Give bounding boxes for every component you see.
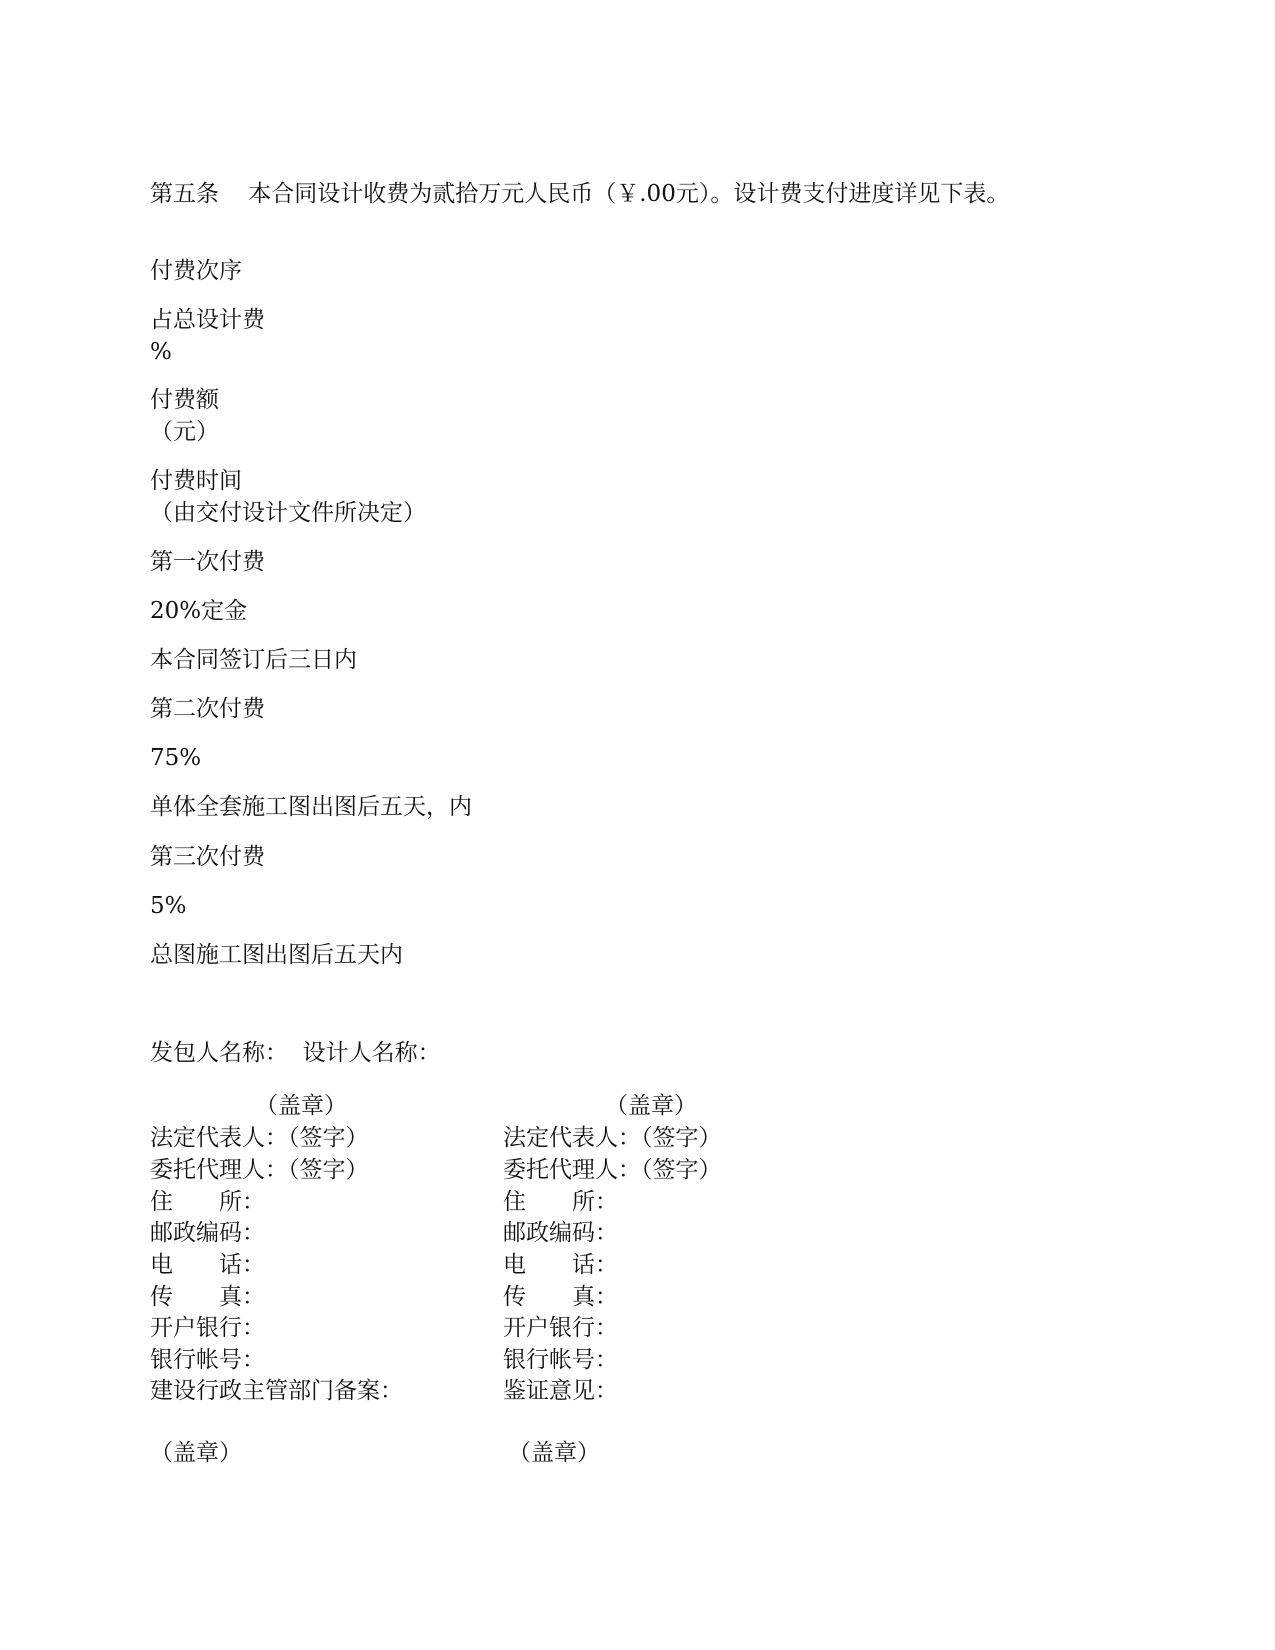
left-seal: （盖章）: [255, 1093, 347, 1119]
left-phone: 电 话：: [150, 1252, 265, 1278]
right-account: 银行帐号：: [503, 1347, 618, 1373]
party-names-line: 发包人名称： 设计人名称：: [150, 1040, 441, 1066]
left-fax: 传 真：: [150, 1284, 265, 1310]
table-row-3-percent: 5%: [150, 893, 187, 919]
table-header-percent: 占总设计费: [150, 307, 265, 333]
table-row-3-order: 第三次付费: [150, 844, 265, 870]
table-header-percent-unit: %: [150, 339, 172, 365]
clause-5-text: 本合同设计收费为贰拾万元人民币（￥.00元）。设计费支付进度详见下表。: [248, 181, 1010, 207]
table-row-3-time: 总图施工图出图后五天内: [150, 942, 403, 968]
right-agent: 委托代理人：（签字）: [503, 1157, 722, 1183]
left-bank: 开户银行：: [150, 1315, 265, 1341]
left-filing: 建设行政主管部门备案：: [150, 1378, 403, 1404]
right-bank: 开户银行：: [503, 1315, 618, 1341]
table-header-order: 付费次序: [150, 258, 242, 284]
table-header-amount-unit: （元）: [150, 419, 219, 445]
table-header-time-note: （由交付设计文件所决定）: [150, 500, 426, 526]
right-postcode: 邮政编码：: [503, 1220, 618, 1246]
table-row-2-percent: 75%: [150, 745, 202, 771]
right-seal: （盖章）: [605, 1093, 697, 1119]
right-fax: 传 真：: [503, 1284, 618, 1310]
table-row-2-time: 单体全套施工图出图后五天，内: [150, 794, 472, 820]
left-account: 银行帐号：: [150, 1347, 265, 1373]
left-address: 住 所：: [150, 1189, 265, 1215]
clause-5: [150, 178, 1009, 210]
right-phone: 电 话：: [503, 1252, 618, 1278]
left-postcode: 邮政编码：: [150, 1220, 265, 1246]
left-legal-rep: 法定代表人：（签字）: [150, 1125, 369, 1151]
right-opinion: 鉴证意见：: [503, 1378, 618, 1404]
table-header-amount: 付费额: [150, 387, 219, 413]
right-address: 住 所：: [503, 1189, 618, 1215]
table-row-1-time: 本合同签订后三日内: [150, 647, 357, 673]
left-filing-seal: （盖章）: [150, 1440, 242, 1466]
table-row-2-order: 第二次付费: [150, 696, 265, 722]
table-row-1-order: 第一次付费: [150, 549, 265, 575]
left-agent: 委托代理人：（签字）: [150, 1157, 369, 1183]
right-legal-rep: 法定代表人：（签字）: [503, 1125, 722, 1151]
table-header-time: 付费时间: [150, 468, 242, 494]
table-row-1-percent: 20%定金: [150, 598, 248, 624]
right-opinion-seal: （盖章）: [508, 1440, 600, 1466]
clause-5-label: 第五条: [150, 181, 219, 207]
